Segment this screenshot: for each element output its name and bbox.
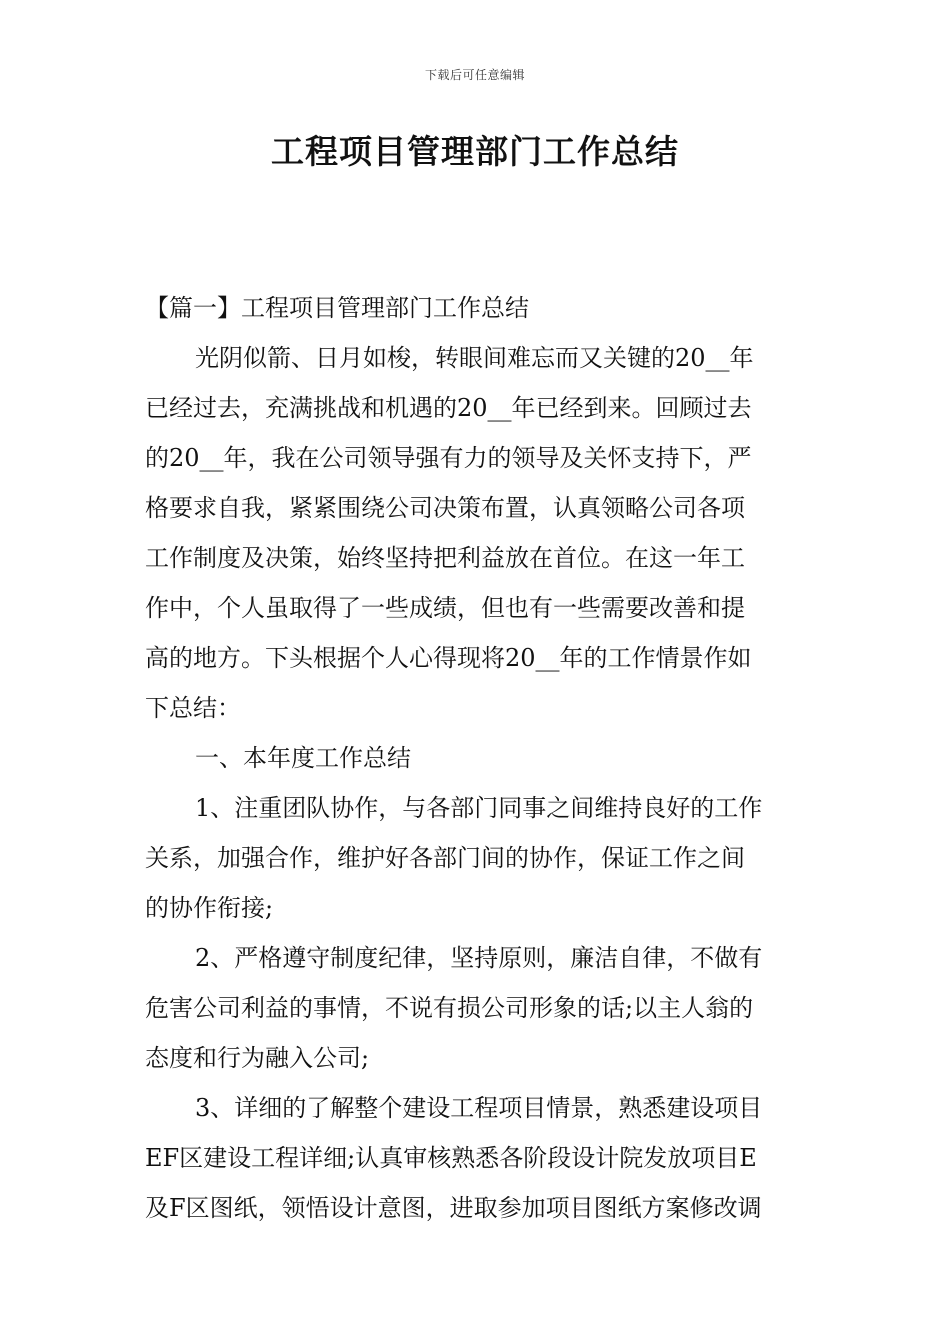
list-item-line: EF区建设工程详细;认真审核熟悉各阶段设计院发放项目E [145,1144,757,1172]
paragraph-line: 格要求自我，紧紧围绕公司决策布置，认真领略公司各项 [145,494,745,522]
paragraph-line: 已经过去，充满挑战和机遇的20__年已经到来。回顾过去 [145,394,752,422]
list-item-line: 1、注重团队协作，与各部门同事之间维持良好的工作 [195,794,763,822]
paragraph-line: 光阴似箭、日月如梭，转眼间难忘而又关键的20__年 [195,344,754,372]
document-title: 工程项目管理部门工作总结 [271,132,679,171]
list-item-line: 危害公司利益的事情，不说有损公司形象的话;以主人翁的 [145,994,754,1022]
section-heading: 【篇一】工程项目管理部门工作总结 [145,294,529,322]
paragraph-line: 高的地方。下头根据个人心得现将20__年的工作情景作如 [145,644,752,672]
list-item-line: 2、严格遵守制度纪律，坚持原则，廉洁自律，不做有 [195,944,763,972]
header-note: 下载后可任意编辑 [424,68,525,82]
paragraph-line: 工作制度及决策，始终坚持把利益放在首位。在这一年工 [145,544,745,572]
paragraph-line: 下总结： [145,694,241,722]
subsection-heading: 一、本年度工作总结 [195,744,411,772]
list-item-line: 3、详细的了解整个建设工程项目情景，熟悉建设项目 [195,1094,763,1122]
list-item-line: 及F区图纸，领悟设计意图，进取参加项目图纸方案修改调 [145,1194,762,1222]
paragraph-line: 作中，个人虽取得了一些成绩，但也有一些需要改善和提 [145,594,745,622]
list-item-line: 关系，加强合作，维护好各部门间的协作，保证工作之间 [145,844,745,872]
list-item-line: 态度和行为融入公司; [145,1044,370,1072]
paragraph-line: 的20__年，我在公司领导强有力的领导及关怀支持下，严 [145,444,752,472]
list-item-line: 的协作衔接; [145,894,274,922]
document-body [145,283,809,1233]
